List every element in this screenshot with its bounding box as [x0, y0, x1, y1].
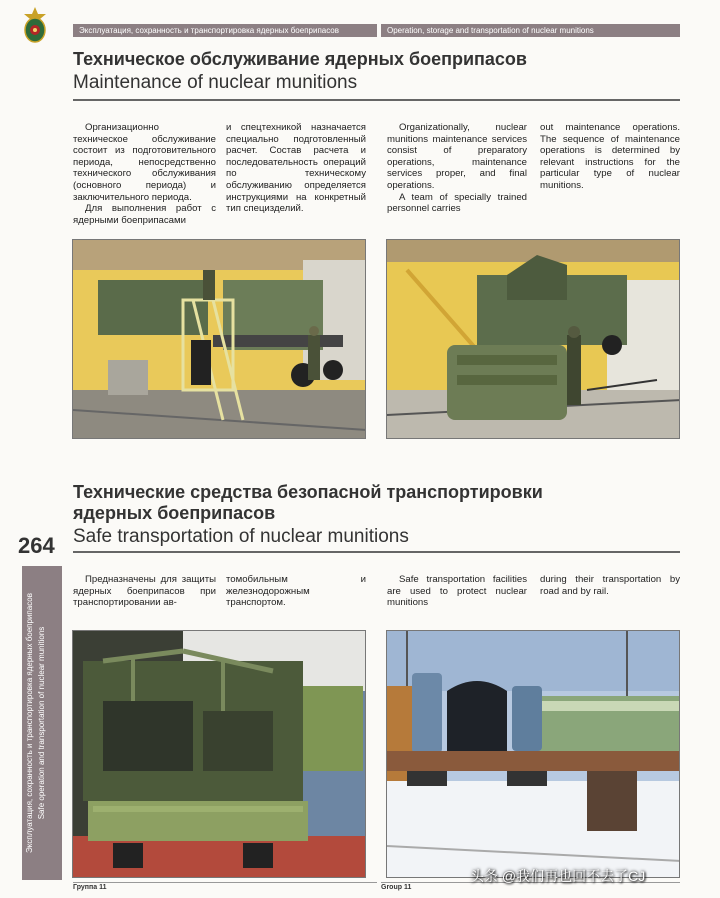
section1-title-ru: Техническое обслуживание ядерных боеприпасов	[73, 49, 527, 69]
photo-transport-truck-body	[72, 630, 366, 878]
section1-rule	[73, 99, 680, 101]
paragraph: и спецтехникой назначается специально подготовленный расчет. Состав расчета и последовательность операций по техническому обслуживанию определяется инструкциями на конкретный тип специзделий.	[226, 122, 366, 215]
photo-maintenance-truck-drawing	[73, 240, 366, 439]
photo-transport-rail-wagon	[386, 630, 680, 878]
page-number: 264	[18, 533, 55, 558]
section1-ru-col1	[73, 122, 216, 226]
paragraph: томобильным и железнодорожным транспортом.	[226, 574, 366, 609]
sidebar-vertical-text	[24, 573, 60, 873]
photo-transport-truck-body-drawing	[73, 631, 366, 878]
header-bar-en: Operation, storage and transportation of nuclear munitions	[381, 24, 680, 37]
paragraph: during their transportation by road and by rail.	[540, 574, 680, 597]
section2-title-ru-line2: ядерных боеприпасов	[73, 503, 276, 523]
footer-group-ru: Группа 11	[73, 884, 107, 891]
photo-maintenance-truck	[72, 239, 366, 439]
watermark: 头条 @我们再也回不去了CJ	[470, 868, 646, 884]
paragraph: Предназначены для защиты ядерных боеприпасов при транспортировании ав-	[73, 574, 216, 609]
section2-title-en: Safe transportation of nuclear munitions	[73, 526, 409, 547]
section2-rule	[73, 551, 680, 553]
header-bar-ru: Эксплуатация, сохранность и транспортировка ядерных боеприпасов	[73, 24, 377, 37]
section2-en-col2	[540, 574, 680, 597]
paragraph: Организационно техническое обслуживание состоит из подготовительного периода, непосредственно технического обслуживания (основного периода) и заключительного периода.	[73, 122, 216, 203]
section2-en-col1	[387, 574, 527, 609]
sidebar-line-ru: Эксплуатация, сохранность и транспортировка ядерных боеприпасов	[25, 593, 34, 854]
sidebar-line-en: Safe operation and transportation of nuclear munitions	[37, 626, 46, 820]
paragraph: Safe transportation facilities are used to protect nuclear munitions	[387, 574, 527, 609]
section2-ru-col1	[73, 574, 216, 609]
paragraph: Для выполнения работ с ядерными боеприпасами	[73, 203, 216, 226]
footer-rule-left	[73, 882, 377, 883]
section1-en-col1	[387, 122, 527, 215]
section1-title-en: Maintenance of nuclear munitions	[73, 72, 358, 93]
paragraph: A team of specially trained personnel carries	[387, 191, 527, 215]
photo-maintenance-container-drawing	[387, 240, 680, 439]
section2-title-ru-line1: Технические средства безопасной транспортировки	[73, 482, 543, 502]
section1-ru-col2	[226, 122, 366, 215]
footer-group-en: Group 11	[381, 884, 412, 891]
paragraph: out maintenance operations. The sequence of maintenance operations is determined by relevant instructions for the particular type of nuclear munitions.	[540, 122, 680, 191]
section1-en-col2	[540, 122, 680, 192]
photo-transport-rail-wagon-drawing	[387, 631, 680, 878]
photo-maintenance-container	[386, 239, 680, 439]
section2-ru-col2	[226, 574, 366, 609]
paragraph: Organizationally, nuclear munitions maintenance services consist of preparatory operations, maintenance services proper, and final operations.	[387, 122, 527, 191]
emblem-icon	[22, 6, 48, 44]
